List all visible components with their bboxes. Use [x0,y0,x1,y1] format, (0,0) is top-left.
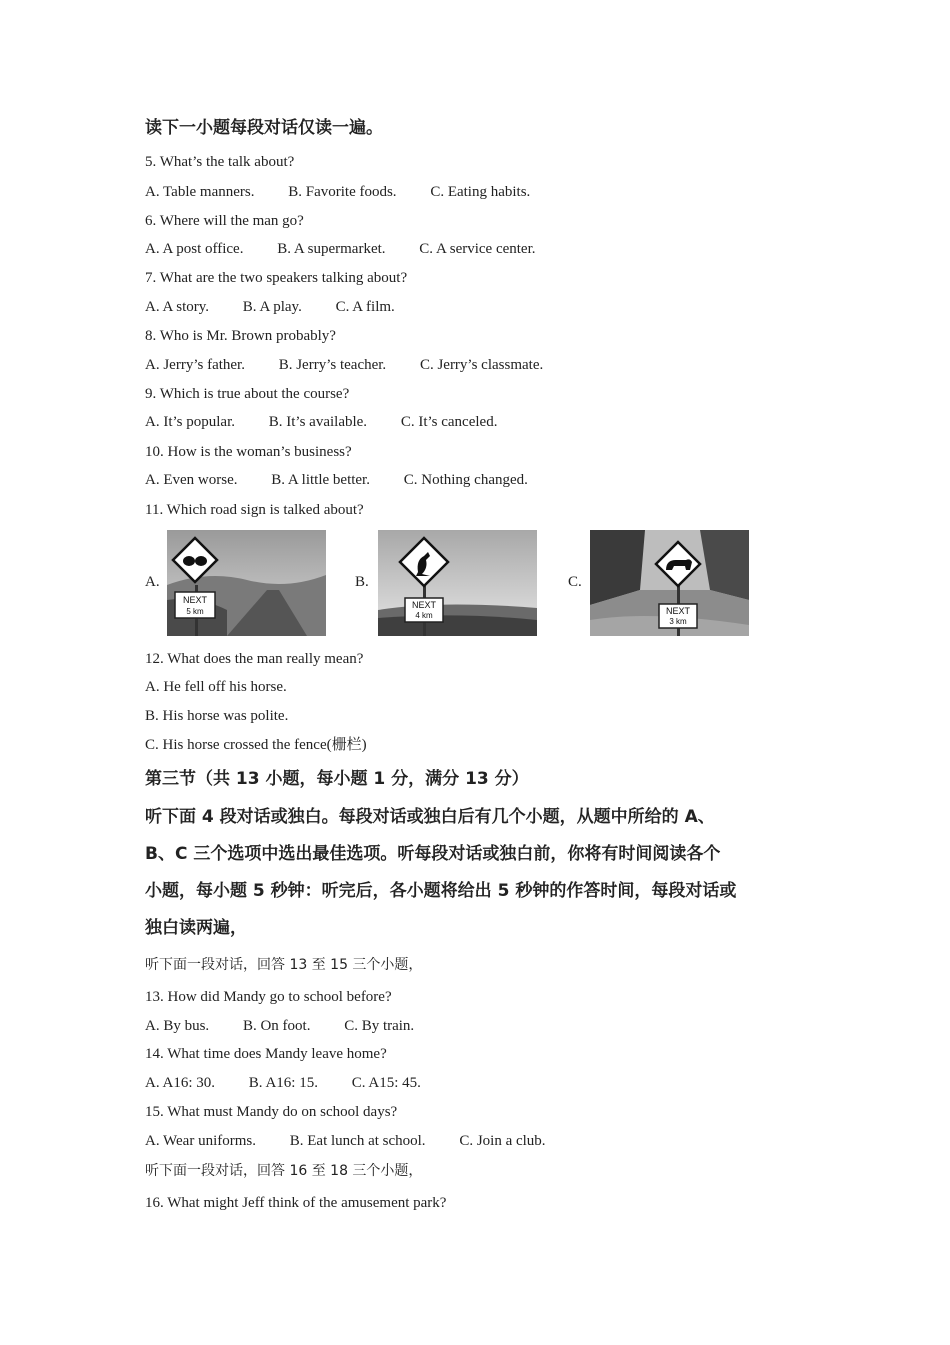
question-14-options [145,1073,421,1093]
question-16: 16. What might Jeff think of the amusement park? [145,1195,447,1211]
question-15-options [145,1131,546,1151]
option-a[interactable]: A. It’s popular. [145,414,235,430]
question-7: 7. What are the two speakers talking about? [145,270,408,286]
part3-instruction-line-4: 独白读两遍， [145,918,247,938]
road-sign-options [145,530,765,638]
question-7-options [145,297,395,317]
question-9-options [145,412,497,432]
option-a[interactable]: A. Table manners. [145,184,255,200]
option-a[interactable]: A. Jerry’s father. [145,357,245,373]
part3-title: 第三节（共 13 小题，每小题 1 分，满分 13 分） [145,769,529,789]
option-b[interactable]: B. Favorite foods. [288,184,397,200]
option-a[interactable]: A. He fell off his horse. [145,679,287,695]
option-b[interactable]: B. It’s available. [268,414,368,430]
question-10: 10. How is the woman’s business? [145,444,352,460]
option-b[interactable]: B. A16: 15. [248,1075,318,1091]
option-c[interactable]: C. A service center. [419,241,536,257]
question-5-options [145,182,530,202]
road-sign-elephant-image[interactable] [167,530,326,636]
option-c[interactable]: C. Jerry’s classmate. [419,357,544,373]
option-c[interactable]: C. Join a club. [459,1133,546,1149]
option-a[interactable]: A. A post office. [145,241,244,257]
option-a[interactable]: A. A16: 30. [145,1075,216,1091]
question-9: 9. Which is true about the course? [145,386,350,402]
part3-instruction-line-2: B、C 三个选项中选出最佳选项。听每段对话或独白前，你将有时间阅读各个 [145,844,721,864]
option-a-label[interactable]: A. [145,574,160,590]
question-10-options [145,470,528,490]
question-12: 12. What does the man really mean? [145,651,364,667]
question-5: 5. What’s the talk about? [145,154,295,170]
dialogue-intro-13-15: 听下面一段对话，回答 13 至 15 三个小题， [145,957,423,973]
option-a[interactable]: A. By bus. [145,1018,210,1034]
option-c[interactable]: C. Eating habits. [430,184,531,200]
sign-distance-text: 5 km [186,607,204,616]
sign-next-text: NEXT [182,595,208,605]
option-c[interactable]: C. A film. [335,299,395,315]
option-b[interactable]: B. Jerry’s teacher. [278,357,387,373]
road-sign-bear-image[interactable] [590,530,749,636]
question-14: 14. What time does Mandy leave home? [145,1046,387,1062]
option-a[interactable]: A. A story. [145,299,210,315]
option-a[interactable]: A. Wear uniforms. [145,1133,256,1149]
dialogue-intro-16-18: 听下面一段对话，回答 16 至 18 三个小题， [145,1163,423,1179]
option-c[interactable]: C. By train. [344,1018,415,1034]
sign-next-text: NEXT [411,600,437,610]
question-11: 11. Which road sign is talked about? [145,502,364,518]
section-header: 读下一小题每段对话仅读一遍。 [145,118,383,138]
question-6: 6. Where will the man go? [145,213,304,229]
option-b[interactable]: B. His horse was polite. [145,708,289,724]
sign-distance-text: 3 km [669,617,687,626]
question-13: 13. How did Mandy go to school before? [145,989,392,1005]
option-a[interactable]: A. Even worse. [145,472,238,488]
option-b-label[interactable]: B. [355,574,369,590]
option-c[interactable]: C. His horse crossed the fence(栅栏) [145,737,367,753]
option-b[interactable]: B. A supermarket. [277,241,386,257]
option-b[interactable]: B. Eat lunch at school. [289,1133,426,1149]
part3-instruction-line-1: 听下面 4 段对话或独白。每段对话或独白后有几个小题，从题中所给的 A、 [145,807,715,827]
option-c-label[interactable]: C. [568,574,582,590]
sign-distance-text: 4 km [415,611,433,620]
option-c[interactable]: C. Nothing changed. [403,472,528,488]
option-c[interactable]: C. A15: 45. [351,1075,421,1091]
option-b[interactable]: B. On foot. [242,1018,311,1034]
question-15: 15. What must Mandy do on school days? [145,1104,398,1120]
question-13-options [145,1016,414,1036]
option-c[interactable]: C. It’s canceled. [400,414,498,430]
option-b[interactable]: B. A play. [242,299,302,315]
question-6-options [145,239,536,259]
question-8-options [145,355,543,375]
sign-next-text: NEXT [665,606,691,616]
road-sign-kangaroo-image[interactable] [378,530,537,636]
part3-instruction-line-3: 小题，每小题 5 秒钟：听完后，各小题将给出 5 秒钟的作答时间，每段对话或 [145,881,737,901]
option-b[interactable]: B. A little better. [271,472,370,488]
question-8: 8. Who is Mr. Brown probably? [145,328,336,344]
